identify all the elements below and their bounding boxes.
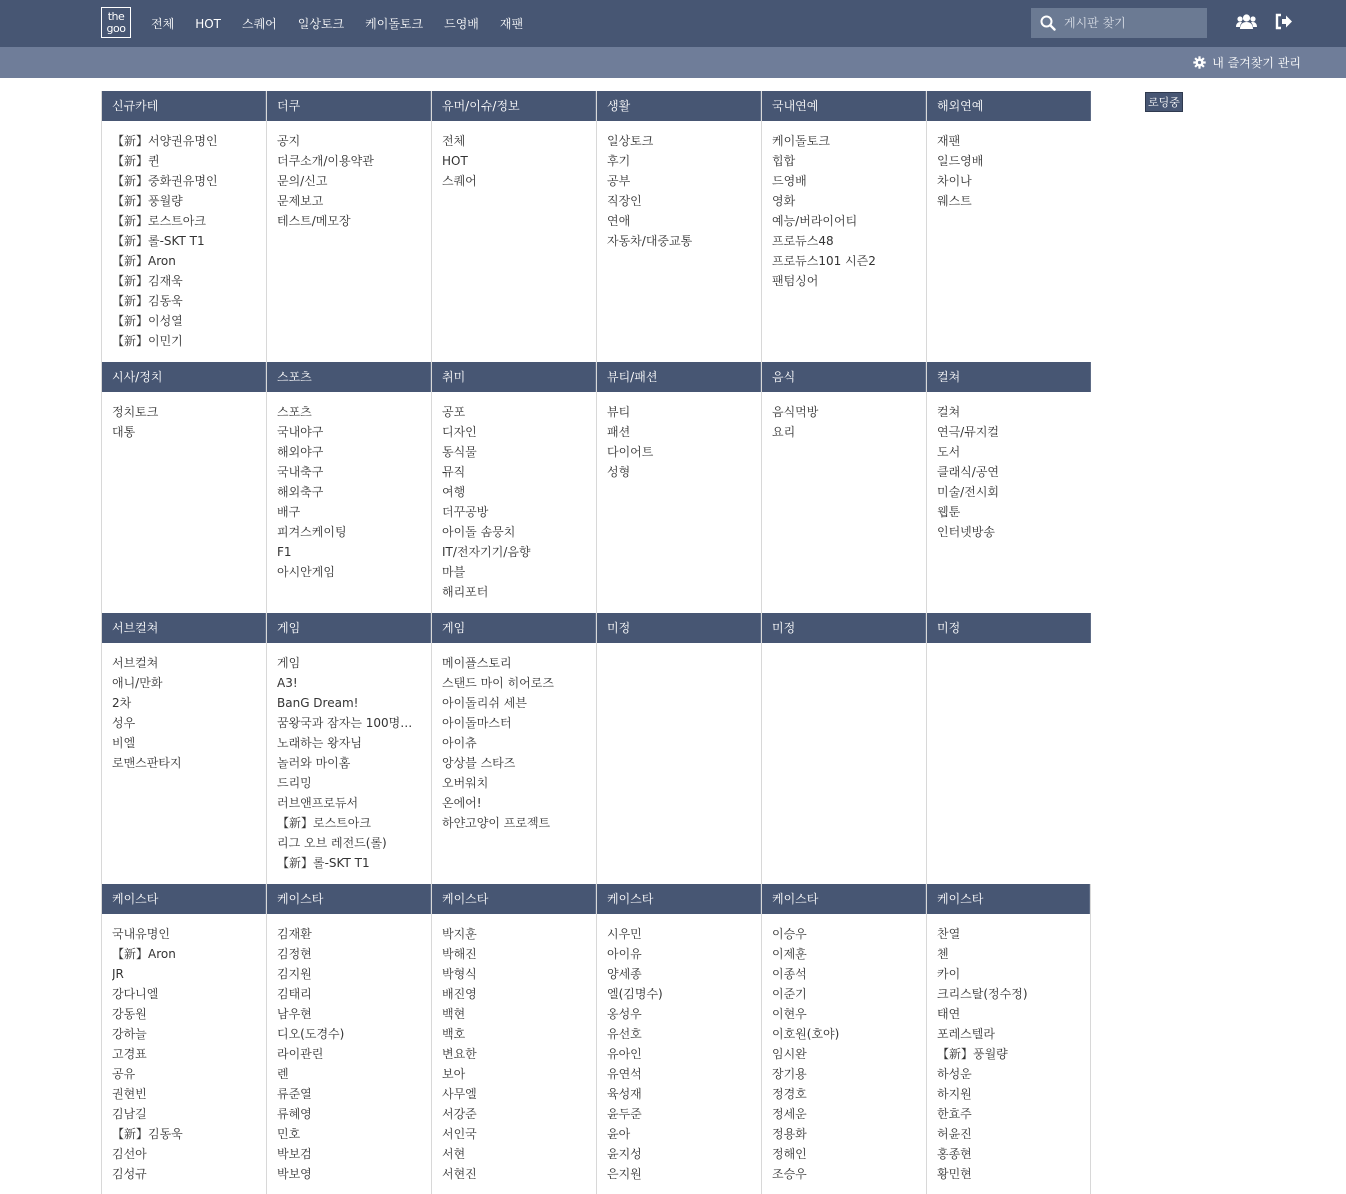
loading-badge: 로딩중	[1145, 92, 1183, 112]
board-list	[762, 392, 926, 442]
board-list	[432, 643, 596, 833]
board-link[interactable]: 미술/전시회	[937, 485, 1000, 499]
board-link[interactable]: 【新】Aron	[112, 254, 176, 268]
board-link[interactable]: HOT	[442, 154, 468, 168]
board-link[interactable]: 해외축구	[277, 485, 324, 499]
board-link[interactable]: 프로듀스101 시즌2	[772, 254, 876, 268]
board-link[interactable]: 재팬	[937, 134, 961, 148]
board-search-input[interactable]	[1064, 8, 1204, 38]
board-link[interactable]: 박형식	[442, 967, 477, 981]
category-title: 미정	[597, 613, 761, 643]
category-section	[431, 362, 596, 613]
board-link[interactable]: 권현빈	[112, 1087, 147, 1101]
board-link[interactable]: 서현진	[442, 1167, 477, 1181]
board-link[interactable]: 뮤직	[442, 465, 466, 479]
board-link[interactable]: 일상토크	[607, 134, 654, 148]
board-link[interactable]: 해외야구	[277, 445, 324, 459]
category-section	[596, 613, 761, 884]
category-title: 컬쳐	[927, 362, 1091, 392]
board-link[interactable]: 류혜영	[277, 1107, 312, 1121]
board-link[interactable]: 김선아	[112, 1147, 147, 1161]
board-link[interactable]: 디자인	[442, 425, 477, 439]
board-link[interactable]: 테스트/메모장	[277, 214, 351, 228]
category-title: 케이스타	[267, 884, 431, 914]
category-title: 케이스타	[432, 884, 596, 914]
sub-bar	[0, 47, 1346, 78]
category-title: 뷰티/패션	[597, 362, 761, 392]
board-link[interactable]: 【新】풍월량	[937, 1047, 1008, 1061]
board-link[interactable]: 아시안게임	[277, 565, 335, 579]
board-link[interactable]: 공지	[277, 134, 301, 148]
nav-item[interactable]: 드영배	[444, 17, 479, 31]
board-link[interactable]: 스탠드 마이 히어로즈	[442, 676, 554, 690]
board-link[interactable]: 공유	[112, 1067, 136, 1081]
board-link[interactable]: IT/전자기기/음향	[442, 545, 531, 559]
board-link[interactable]: 육성재	[607, 1087, 642, 1101]
board-link[interactable]: 【新】김재욱	[112, 274, 183, 288]
board-link[interactable]: 메이플스토리	[442, 656, 512, 670]
category-section	[761, 884, 926, 1194]
board-link[interactable]: 민호	[277, 1127, 301, 1141]
board-link[interactable]: 힙합	[772, 154, 796, 168]
category-title: 게임	[267, 613, 431, 643]
category-section	[101, 91, 266, 362]
board-link[interactable]: 아이돌리쉬 세븐	[442, 696, 527, 710]
board-link[interactable]: 유아인	[607, 1047, 642, 1061]
board-link[interactable]: 김태리	[277, 987, 312, 1001]
board-link[interactable]: 윤두준	[607, 1107, 642, 1121]
board-link[interactable]: 예능/버라이어티	[772, 214, 858, 228]
board-link[interactable]: 웹툰	[937, 505, 961, 519]
category-title: 게임	[432, 613, 596, 643]
board-link[interactable]: 꿈왕국과 잠자는 100명…	[277, 716, 413, 730]
users-icon[interactable]	[1236, 13, 1257, 30]
board-link[interactable]: 렌	[277, 1067, 289, 1081]
category-title: 신규카테	[102, 91, 266, 121]
board-link[interactable]: 김성규	[112, 1167, 147, 1181]
board-list	[102, 392, 266, 442]
nav-item[interactable]: 케이돌토크	[365, 17, 424, 31]
board-link[interactable]: 해리포터	[442, 585, 489, 599]
board-category-grid	[101, 91, 1091, 1194]
board-link[interactable]: 드영배	[772, 174, 807, 188]
board-list	[762, 914, 926, 1184]
board-link[interactable]: 오버워치	[442, 776, 489, 790]
board-link[interactable]: 하성운	[937, 1067, 972, 1081]
board-link[interactable]: 이승우	[772, 927, 807, 941]
board-link[interactable]: 윤아	[607, 1127, 631, 1141]
category-section	[266, 91, 431, 362]
board-link[interactable]: 게임	[277, 656, 301, 670]
board-link[interactable]: 국내유명인	[112, 927, 170, 941]
board-link[interactable]: 【新】김동욱	[112, 1127, 183, 1141]
board-link[interactable]: 하지원	[937, 1087, 972, 1101]
board-link[interactable]: 박보영	[277, 1167, 312, 1181]
board-link[interactable]: 보아	[442, 1067, 466, 1081]
site-logo[interactable]	[101, 7, 131, 38]
board-link[interactable]: 연극/뮤지컬	[937, 425, 1000, 439]
board-link[interactable]: 뷰티	[607, 405, 631, 419]
board-link[interactable]: 강다니엘	[112, 987, 159, 1001]
board-link[interactable]: 옹성우	[607, 1007, 642, 1021]
main-nav	[140, 0, 544, 47]
board-link[interactable]: 남우현	[277, 1007, 312, 1021]
category-section	[596, 91, 761, 362]
board-link[interactable]: 정용화	[772, 1127, 807, 1141]
category-title: 더쿠	[267, 91, 431, 121]
board-link[interactable]: 【新】서양권유명인	[112, 134, 218, 148]
board-link[interactable]: 놀러와 마이홈	[277, 756, 351, 770]
board-link[interactable]: 유연석	[607, 1067, 642, 1081]
category-section	[761, 613, 926, 884]
board-list	[597, 392, 761, 482]
board-list	[267, 914, 431, 1184]
board-list	[597, 643, 761, 653]
board-link[interactable]: 비엘	[112, 736, 136, 750]
board-link[interactable]: 【新】중화권유명인	[112, 174, 218, 188]
board-link[interactable]: 류준열	[277, 1087, 312, 1101]
category-section	[431, 884, 596, 1194]
board-link[interactable]: F1	[277, 545, 292, 559]
board-link[interactable]: 양세종	[607, 967, 642, 981]
nav-item[interactable]: 전체	[151, 17, 175, 31]
category-section	[926, 884, 1091, 1194]
board-link[interactable]: 디오(도경수)	[277, 1027, 345, 1041]
category-title: 음식	[762, 362, 926, 392]
category-section	[431, 613, 596, 884]
board-link[interactable]: 로맨스판타지	[112, 756, 182, 770]
board-list	[927, 643, 1091, 653]
logo-text: the goo	[106, 10, 126, 35]
board-link[interactable]: 강동원	[112, 1007, 147, 1021]
board-list	[762, 643, 926, 653]
category-title: 시사/정치	[102, 362, 266, 392]
board-link[interactable]: 공포	[442, 405, 466, 419]
board-link[interactable]: 노래하는 왕자님	[277, 736, 362, 750]
board-link[interactable]: 찬열	[937, 927, 961, 941]
category-title: 해외연예	[927, 91, 1091, 121]
board-link[interactable]: 패션	[607, 425, 631, 439]
category-section	[926, 91, 1091, 362]
board-list	[432, 392, 596, 602]
board-link[interactable]: 차이나	[937, 174, 972, 188]
board-link[interactable]: 이종석	[772, 967, 807, 981]
board-link[interactable]: 2차	[112, 696, 132, 710]
board-link[interactable]: 【新】퀸	[112, 154, 160, 168]
category-section	[926, 362, 1091, 613]
board-link[interactable]: 첸	[937, 947, 949, 961]
board-list	[267, 121, 431, 231]
board-list	[102, 121, 266, 351]
board-link[interactable]: 마블	[442, 565, 466, 579]
board-link[interactable]: 팬텀싱어	[772, 274, 819, 288]
board-link[interactable]: 아이유	[607, 947, 642, 961]
category-section	[101, 613, 266, 884]
board-link[interactable]: 은지원	[607, 1167, 642, 1181]
board-link[interactable]: 후기	[607, 154, 631, 168]
board-link[interactable]: 크리스탈(정수정)	[937, 987, 1028, 1001]
board-link[interactable]: 사무엘	[442, 1087, 477, 1101]
board-link[interactable]: 애니/만화	[112, 676, 163, 690]
board-link[interactable]: 백호	[442, 1027, 466, 1041]
category-section	[101, 362, 266, 613]
category-section	[266, 613, 431, 884]
board-link[interactable]: 직장인	[607, 194, 642, 208]
board-link[interactable]: 전체	[442, 134, 466, 148]
board-link[interactable]: 하얀고양이 프로젝트	[442, 816, 551, 830]
board-link[interactable]: 일드영배	[937, 154, 984, 168]
board-link[interactable]: 스포츠	[277, 405, 312, 419]
category-section	[266, 884, 431, 1194]
board-link[interactable]: 대통	[112, 425, 136, 439]
board-link[interactable]: 컬쳐	[937, 405, 961, 419]
board-link[interactable]: 【新】이성열	[112, 314, 183, 328]
board-link[interactable]: 이제훈	[772, 947, 807, 961]
nav-item[interactable]: 재팬	[499, 17, 524, 31]
board-link[interactable]: 서현	[442, 1147, 466, 1161]
board-link[interactable]: 스퀘어	[442, 174, 477, 188]
board-link[interactable]: 서브컬쳐	[112, 656, 159, 670]
board-link[interactable]: 【新】롤-SKT T1	[112, 234, 205, 248]
category-section	[596, 884, 761, 1194]
board-link[interactable]: 변요한	[442, 1047, 477, 1061]
board-link[interactable]: 자동차/대중교통	[607, 234, 693, 248]
board-link[interactable]: 허윤진	[937, 1127, 972, 1141]
board-link[interactable]: 더쿠소개/이용약관	[277, 154, 374, 168]
board-link[interactable]: 웨스트	[937, 194, 972, 208]
board-link[interactable]: JR	[112, 967, 124, 981]
category-section	[431, 91, 596, 362]
board-link[interactable]: 정치토크	[112, 405, 159, 419]
board-link[interactable]: 박지훈	[442, 927, 477, 941]
board-link[interactable]: 앙상블 스타즈	[442, 756, 516, 770]
board-link[interactable]: 국내축구	[277, 465, 324, 479]
gear-icon	[1193, 56, 1206, 69]
board-link[interactable]: 【新】이민기	[112, 334, 183, 348]
board-link[interactable]: 【新】로스트아크	[277, 816, 371, 830]
board-link[interactable]: 이호원(호야)	[772, 1027, 840, 1041]
board-link[interactable]: 김남길	[112, 1107, 147, 1121]
board-link[interactable]: 이준기	[772, 987, 807, 1001]
board-link[interactable]: 요리	[772, 425, 796, 439]
board-link[interactable]: 조승우	[772, 1167, 807, 1181]
board-link[interactable]: 한효주	[937, 1107, 972, 1121]
board-link[interactable]: 윤지성	[607, 1147, 642, 1161]
category-title: 유머/이슈/정보	[432, 91, 596, 121]
top-navbar	[0, 0, 1346, 47]
board-link[interactable]: 포레스텔라	[937, 1027, 995, 1041]
board-link[interactable]: 성우	[112, 716, 136, 730]
category-title: 케이스타	[927, 884, 1090, 914]
board-link[interactable]: 아이츄	[442, 736, 477, 750]
board-link[interactable]: 【新】롤-SKT T1	[277, 856, 370, 870]
board-list	[102, 914, 266, 1184]
board-link[interactable]: 임시완	[772, 1047, 807, 1061]
category-section	[926, 613, 1091, 884]
board-link[interactable]: 고경표	[112, 1047, 147, 1061]
board-link[interactable]: 드리밍	[277, 776, 312, 790]
board-link[interactable]: 황민현	[937, 1167, 972, 1181]
board-link[interactable]: 국내야구	[277, 425, 324, 439]
board-link[interactable]: BanG Dream!	[277, 696, 359, 710]
category-section	[101, 884, 266, 1194]
board-link[interactable]: 음식먹방	[772, 405, 819, 419]
board-link[interactable]: 성형	[607, 465, 631, 479]
nav-item[interactable]: 스퀘어	[242, 17, 277, 31]
category-section	[266, 362, 431, 613]
board-link[interactable]: 영화	[772, 194, 796, 208]
board-link[interactable]: 【新】김동욱	[112, 294, 183, 308]
board-link[interactable]: 서인국	[442, 1127, 477, 1141]
board-link[interactable]: 이현우	[772, 1007, 807, 1021]
board-link[interactable]: 다이어트	[607, 445, 654, 459]
board-link[interactable]: 러브앤프로듀서	[277, 796, 359, 810]
board-link[interactable]: A3!	[277, 676, 298, 690]
board-link[interactable]: 여행	[442, 485, 466, 499]
board-link[interactable]: 유선호	[607, 1027, 642, 1041]
board-link[interactable]: 프로듀스48	[772, 234, 834, 248]
board-link[interactable]: 장기용	[772, 1067, 807, 1081]
category-title: 케이스타	[762, 884, 926, 914]
board-list	[267, 643, 431, 873]
board-link[interactable]: 카이	[937, 967, 961, 981]
board-link[interactable]: 김정현	[277, 947, 312, 961]
board-list	[267, 392, 431, 582]
board-link[interactable]: 【新】Aron	[112, 947, 176, 961]
board-link[interactable]: 홍종현	[937, 1147, 972, 1161]
board-list	[102, 643, 266, 773]
board-link[interactable]: 문제보고	[277, 194, 324, 208]
board-link[interactable]: 박보검	[277, 1147, 312, 1161]
board-link[interactable]: 시우민	[607, 927, 642, 941]
board-link[interactable]: 박해진	[442, 947, 477, 961]
favorites-manage-link[interactable]	[1193, 47, 1301, 78]
category-title: 미정	[927, 613, 1091, 643]
board-link[interactable]: 피겨스케이팅	[277, 525, 347, 539]
category-title: 케이스타	[597, 884, 761, 914]
category-title: 취미	[432, 362, 596, 392]
board-list	[597, 914, 761, 1184]
board-link[interactable]: 백현	[442, 1007, 466, 1021]
board-link[interactable]: 김지원	[277, 967, 312, 981]
board-list	[927, 914, 1090, 1184]
board-link[interactable]: 공부	[607, 174, 631, 188]
category-title: 생활	[597, 91, 761, 121]
category-section	[761, 362, 926, 613]
board-link[interactable]: 리그 오브 레전드(롤)	[277, 836, 387, 850]
nav-item[interactable]: HOT	[195, 16, 221, 31]
board-link[interactable]: 아이돌 솜뭉치	[442, 525, 516, 539]
board-search[interactable]	[1031, 8, 1207, 38]
category-title: 케이스타	[102, 884, 266, 914]
category-title: 서브컬쳐	[102, 613, 266, 643]
board-link[interactable]: 온에어!	[442, 796, 482, 810]
board-link[interactable]: 배진영	[442, 987, 477, 1001]
nav-item[interactable]: 일상토크	[297, 17, 345, 31]
search-icon	[1040, 15, 1056, 31]
category-section	[596, 362, 761, 613]
board-list	[597, 121, 761, 251]
board-link[interactable]: 동식물	[442, 445, 477, 459]
board-link[interactable]: 【新】풍월량	[112, 194, 183, 208]
board-list	[432, 121, 596, 191]
board-link[interactable]: 더꾸공방	[442, 505, 489, 519]
board-link[interactable]: 정경호	[772, 1087, 807, 1101]
board-link[interactable]: 김재환	[277, 927, 312, 941]
board-link[interactable]: 엘(김명수)	[607, 987, 663, 1001]
category-title: 미정	[762, 613, 926, 643]
board-link[interactable]: 서강준	[442, 1107, 477, 1121]
favorites-manage-label: 내 즐겨찾기 관리	[1212, 56, 1301, 70]
logout-icon[interactable]	[1275, 13, 1293, 30]
board-link[interactable]: 아이돌마스터	[442, 716, 512, 730]
board-link[interactable]: 클래식/공연	[937, 465, 1000, 479]
category-title: 스포츠	[267, 362, 431, 392]
board-link[interactable]: 도서	[937, 445, 961, 459]
board-list	[432, 914, 596, 1184]
board-link[interactable]: 정해인	[772, 1147, 807, 1161]
board-link[interactable]: 배구	[277, 505, 301, 519]
board-link[interactable]: 케이돌토크	[772, 134, 830, 148]
board-list	[927, 121, 1091, 211]
board-link[interactable]: 인터넷방송	[937, 525, 995, 539]
category-section	[761, 91, 926, 362]
board-link[interactable]: 【新】로스트아크	[112, 214, 206, 228]
board-list	[762, 121, 926, 291]
board-link[interactable]: 정세운	[772, 1107, 807, 1121]
board-link[interactable]: 강하늘	[112, 1027, 147, 1041]
board-link[interactable]: 라이관린	[277, 1047, 324, 1061]
category-title: 국내연예	[762, 91, 926, 121]
board-list	[927, 392, 1091, 542]
board-link[interactable]: 태연	[937, 1007, 961, 1021]
board-link[interactable]: 연애	[607, 214, 631, 228]
board-link[interactable]: 문의/신고	[277, 174, 328, 188]
